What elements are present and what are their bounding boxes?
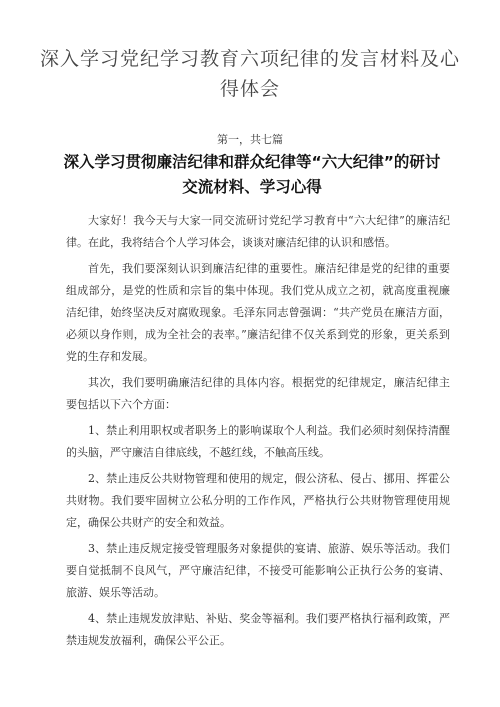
document-title: 深入学习党纪学习教育六项纪律的发言材料及心得体会 — [40, 48, 461, 100]
paragraph-content-intro: 其次，我们要明确廉洁纪律的具体内容。根据党的纪律规定，廉洁纪律主要包括以下六个方面： — [66, 376, 450, 411]
paragraph-item-4: 4、禁止违规发放津贴、补贴、奖金等福利。我们要严格执行福利政策，严禁违规发放福利，确保公平公正。 — [66, 612, 450, 647]
article-body — [66, 210, 450, 656]
paragraph-importance: 首先，我们要深刻认识到廉洁纪律的重要性。廉洁纪律是党的纪律的重要组成部分，是党的性质和宗旨的集中体现。我们党从成立之初，就高度重视廉洁纪律，始终坚决反对腐败现象。毛泽东同志曾强调：“共产党员在廉洁方面，必须以身作则，成为全社会的表率。”廉洁纪律不仅关系到党的形象，更关系到党的生存和发展。 — [66, 262, 450, 363]
paragraph-item-2: 2、禁止违反公共财物管理和使用的规定，假公济私、侵占、挪用、挥霍公共财物。我们要牢固树立公私分明的工作作风，严格执行公共财物管理使用规定，确保公共财产的安全和效益。 — [66, 472, 450, 529]
article-subtitle: 深入学习贯彻廉洁纪律和群众纪律等“六大纪律”的研讨交流材料、学习心得 — [63, 153, 441, 196]
paragraph-item-3: 3、禁止违反规定接受管理服务对象提供的宴请、旅游、娱乐等活动。我们要自觉抵制不良风气，严守廉洁纪律，不接受可能影响公正执行公务的宴请、旅游、娱乐等活动。 — [66, 542, 450, 599]
paragraph-greeting: 大家好！我今天与大家一同交流研讨党纪学习教育中“六大纪律”的廉洁纪律。在此，我将结合个人学习体会，谈谈对廉洁纪律的认识和感悟。 — [66, 214, 450, 249]
paragraph-item-1: 1、禁止利用职权或者职务上的影响谋取个人利益。我们必须时刻保持清醒的头脑，严守廉洁自律底线，不越红线，不触高压线。 — [66, 424, 450, 459]
section-label: 第一，共七篇 — [217, 133, 283, 146]
